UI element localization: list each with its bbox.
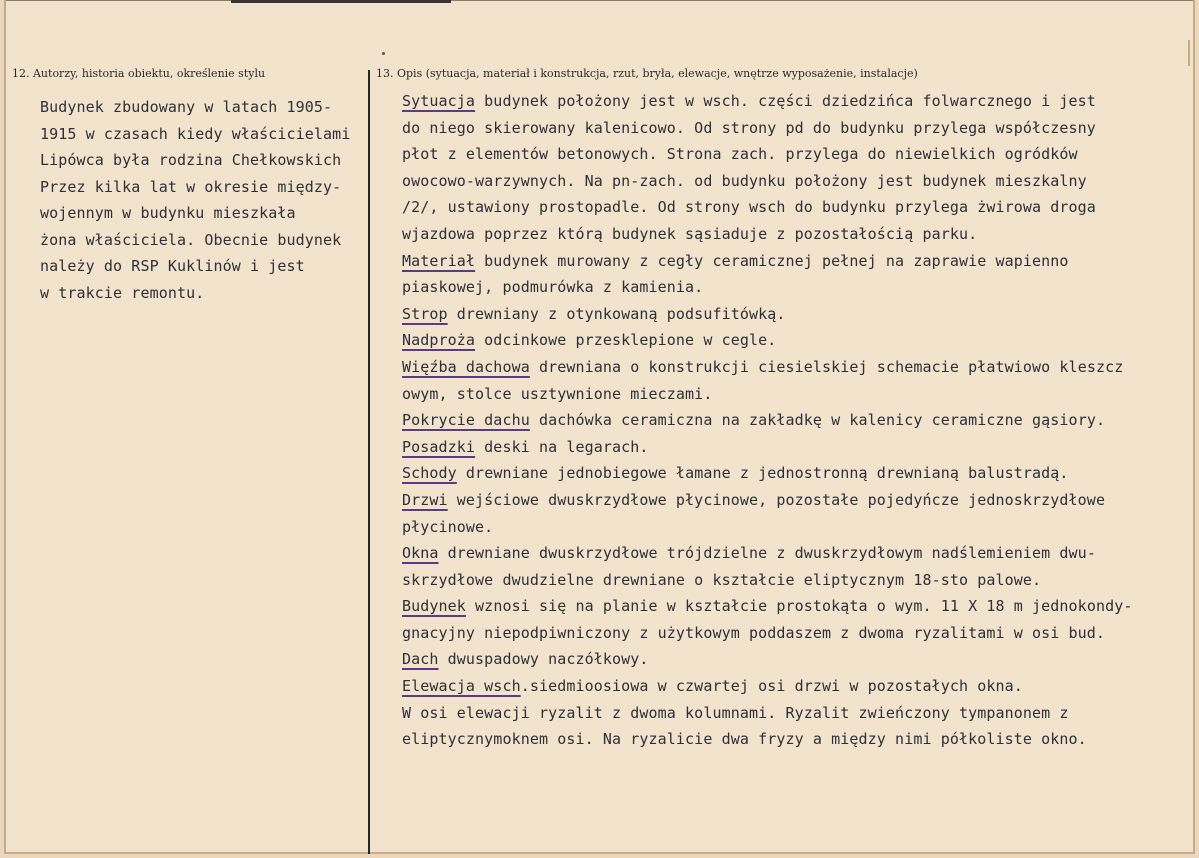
description-text: drewniany z otynkowaną podsufitówką. [447,304,786,323]
description-text: dwuspadowy naczółkowy. [438,650,649,669]
description-line [402,407,1132,434]
description-keyword: Budynek [402,597,466,616]
description-keyword: Dach [402,650,439,669]
description-text: skrzydłowe dwudzielne drewniane o kształcie eliptycznym 18-sto palowe. [402,570,1042,589]
description-line [402,115,1132,142]
column-divider [368,70,370,854]
description-line [402,700,1132,727]
description-text: .siedmioosiowa w czwartej osi drzwi w pozostałych okna. [520,677,1023,696]
history-line: w trakcie remontu. [40,283,205,302]
description-text: wjazdowa poprzez którą budynek sąsiaduje z pozostałością parku. [402,224,978,243]
description-line [402,460,1132,487]
description-line [402,248,1132,275]
description-text: piaskowej, podmurówka z kamienia. [402,278,704,297]
top-edge-line [6,0,1193,1]
description-line [402,221,1132,248]
description-line [402,168,1132,195]
description-line [402,487,1132,514]
description-keyword: Okna [402,544,439,563]
description-keyword: Więźba dachowa [402,357,530,376]
description-text: drewniane jednobiegowe łamane z jednostronną drewnianą balustradą. [456,464,1069,483]
section-13-heading: 13. Opis (sytuacja, materiał i konstrukcja, rzut, bryła, elewacje, wnętrze wyposażenie, instalacje) [376,67,918,80]
description-line [402,301,1132,328]
history-line: Budynek zbudowany w latach 1905- [40,98,333,116]
paper-speck [382,52,385,55]
description-keyword: Materiał [402,251,476,270]
section-13-body [402,88,1132,753]
description-line [402,620,1132,647]
description-keyword: Drzwi [402,490,448,509]
document-sheet [4,0,1195,854]
history-line: Przez kilka lat w okresie między- [40,177,342,196]
description-text: odcinkowe przesklepione w cegle. [475,331,777,350]
description-line [402,274,1132,301]
section-12-body [40,94,350,306]
description-line [402,194,1132,221]
description-text: drewniana o konstrukcji ciesielskiej schemacie płatwiowo kleszcz [529,357,1124,376]
history-line: wojennym w budynku mieszkała [40,204,296,222]
description-text: budynek murowany z cegły ceramicznej pełnej na zaprawie wapienno [475,251,1069,270]
description-line [402,141,1132,168]
description-text: dachówka ceramiczna na zakładkę w kalenicy ceramiczne gąsiory. [529,411,1106,430]
description-keyword: Schody [402,464,457,483]
description-line [402,514,1132,541]
description-keyword: Elewacja wsch [402,677,521,696]
description-keyword: Sytuacja [402,92,476,110]
description-keyword: Pokrycie dachu [402,411,530,430]
history-line: 1915 w czasach kiedy właścicielami [40,124,351,143]
description-text: płot z elementów betonowych. Strona zach. przylega do niewielkich ogródków [402,145,1078,164]
edge-mark [1188,40,1190,66]
section-12-heading: 12. Autorzy, historia obiektu, określenie stylu [12,67,266,80]
description-line [402,567,1132,594]
description-text: drewniane dwuskrzydłowe trójdzielne z dwuskrzydłowym nadślemieniem dwu- [438,544,1096,563]
description-text: do niego skierowany kalenicowo. Od strony pd do budynku przylega współczesny [402,118,1096,137]
description-text: budynek położony jest w wsch. części dziedzińca folwarcznego i jest [475,92,1096,110]
description-line [402,354,1132,381]
description-keyword: Strop [402,304,448,323]
description-line [402,540,1132,567]
top-rule [231,0,451,3]
description-text: owocowo-warzywnych. Na pn-zach. od budynku położony jest budynek mieszkalny [402,171,1087,190]
description-text: wznosi się na planie w kształcie prostokąta o wym. 11 X 18 m jednokondy- [465,597,1133,616]
description-line [402,381,1132,408]
description-text: eliptycznymoknem osi. Na ryzalicie dwa fryzy a między nimi półkoliste okno. [402,730,1087,749]
description-keyword: Nadproża [402,331,476,350]
description-line [402,434,1132,461]
description-line [402,673,1132,700]
description-line [402,593,1132,620]
description-text: owym, stolce usztywnione mieczami. [402,384,713,403]
description-text: /2/, ustawiony prostopadle. Od strony wsch do budynku przylega żwirowa droga [402,198,1096,217]
description-text: W osi elewacji ryzalit z dwoma kolumnami. Ryzalit zwieńczony tympanonem z [402,703,1069,722]
description-line [402,646,1132,673]
description-line [402,726,1132,753]
description-line [402,327,1132,354]
description-text: deski na legarach. [475,437,649,456]
description-text: gnacyjny niepodpiwniczony z użytkowym poddaszem z dwoma ryzalitami w osi bud. [402,623,1106,642]
description-text: wejściowe dwuskrzydłowe płycinowe, pozostałe pojedyńcze jednoskrzydłowe [447,490,1106,509]
description-line [402,88,1132,115]
history-line: żona właściciela. Obecnie budynek [40,230,342,249]
description-text: płycinowe. [402,517,494,536]
history-line: Lipówca była rodzina Chełkowskich [40,151,342,169]
description-keyword: Posadzki [402,437,476,456]
history-line: należy do RSP Kuklinów i jest [40,257,305,275]
